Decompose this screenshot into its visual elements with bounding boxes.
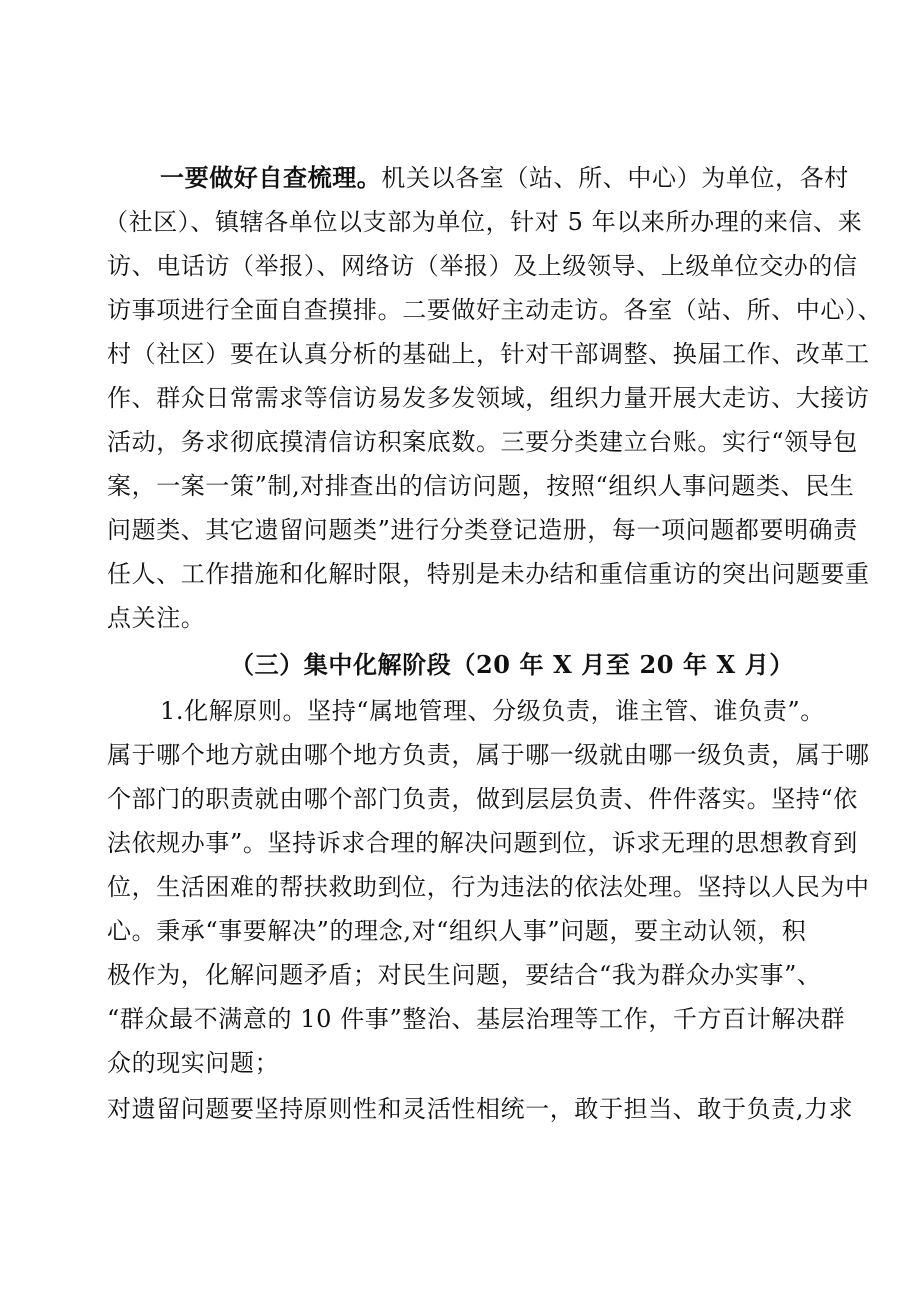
paragraph-1-line-11: 点关注。 xyxy=(107,604,206,632)
paragraph-1-line-1-rest: 机关以各室（站、所、中心）为单位，各村 xyxy=(381,164,849,192)
paragraph-2-line-1: 1.化解原则。坚持“属地管理、分级负责，谁主管、谁负责”。 xyxy=(160,697,825,725)
paragraph-2-line-3: 个部门的职责就由哪个部门负责，做到层层负责、件件落实。坚持“依 xyxy=(107,785,858,813)
paragraph-2-line-2: 属于哪个地方就由哪个地方负责，属于哪一级就由哪一级负责，属于哪 xyxy=(107,741,870,769)
paragraph-2-line-9: 众的现实问题； xyxy=(107,1049,280,1077)
paragraph-1-line-6: 作、群众日常需求等信访易发多发领域，组织力量开展大走访、大接访 xyxy=(107,384,870,412)
paragraph-1-line-10: 任人、工作措施和化解时限，特别是未办结和重信重访的突出问题要重 xyxy=(107,560,870,588)
section-heading: （三）集中化解阶段（20 年 X 月至 20 年 X 月） xyxy=(230,650,794,679)
paragraph-1-line-7: 活动，务求彻底摸清信访积案底数。三要分类建立台账。实行“领导包 xyxy=(107,428,858,456)
paragraph-1-line-5: 村（社区）要在认真分析的基础上，针对干部调整、换届工作、改革工 xyxy=(107,340,870,368)
paragraph-2-line-7: 极作为，化解问题矛盾；对民生问题，要结合“我为群众办实事”、 xyxy=(107,961,822,989)
paragraph-2-line-10: 对遗留问题要坚持原则性和灵活性相统一，敢于担当、敢于负责,力求 xyxy=(107,1095,854,1123)
paragraph-1-line-2: （社区）、镇辖各单位以支部为单位，针对 5 年以来所办理的来信、来 xyxy=(104,208,863,236)
paragraph-2-line-6: 心。秉承“事要解决”的理念,对“组织人事”问题，要主动认领，积 xyxy=(107,917,807,945)
paragraph-1-line-8: 案，一案一策”制,对排查出的信访问题，按照“组织人事问题类、民生 xyxy=(107,472,855,500)
paragraph-2-line-8: “群众最不满意的 10 件事”整治、基层治理等工作，千方百计解决群 xyxy=(107,1005,846,1033)
paragraph-1-line-9: 问题类、其它遗留问题类”进行分类登记造册，每一项问题都要明确责 xyxy=(107,516,858,544)
paragraph-1-line-4: 访事项进行全面自查摸排。二要做好主动走访。各室（站、所、中心）、 xyxy=(107,296,883,324)
paragraph-2-line-4: 法依规办事”。坚持诉求合理的解决问题到位，诉求无理的思想教育到 xyxy=(107,829,858,857)
paragraph-1-line-3: 访、电话访（举报）、网络访（举报）及上级领导、上级单位交办的信 xyxy=(107,252,858,280)
paragraph-2-line-5: 位，生活困难的帮扶救助到位，行为违法的依法处理。坚持以人民为中 xyxy=(107,873,870,901)
paragraph-1-lead: 一要做好自查梳理。 xyxy=(160,163,382,192)
paragraph-1-line-1 xyxy=(160,163,849,193)
